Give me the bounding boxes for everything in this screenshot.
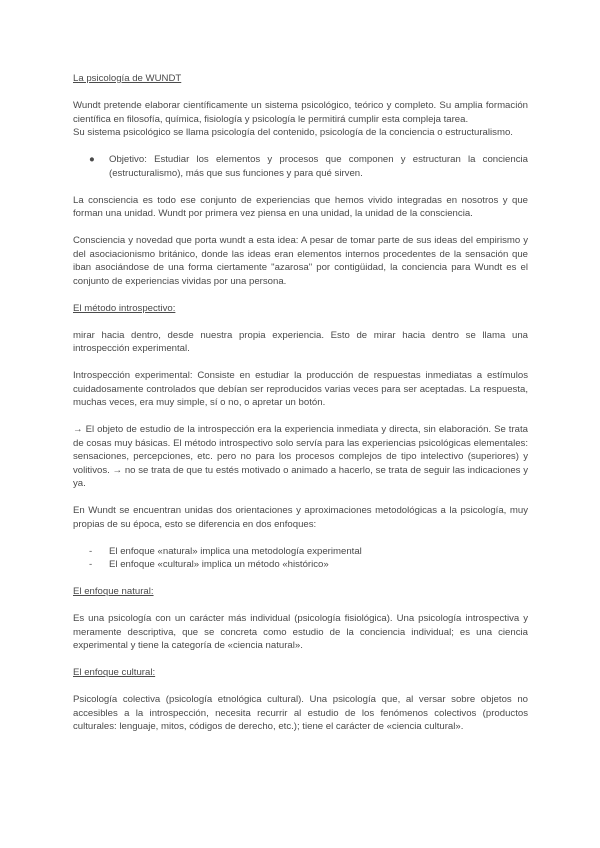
- dash-icon: -: [89, 545, 93, 557]
- approach-text: El enfoque «cultural» implica un método «histórico»: [109, 559, 329, 570]
- bullet-icon: ●: [89, 154, 95, 165]
- objective-list: [73, 153, 528, 180]
- cultural-paragraph: Psicología colectiva (psicología etnológica cultural). Una psicología que, al versar sobre objetos no accesibles a la introspección, necesita recurrir al estudio de los fenómenos colectivos (productos culturales: lenguaje, mitos, códigos de derecho, etc.); tiene el carácter de «ciencia cultural».: [73, 694, 528, 732]
- consciousness-paragraph: La consciencia es todo ese conjunto de experiencias que hemos vivido integradas en nosotros y que forman una unidad. Wundt por primera vez piensa en una unidad, la unidad de la consciencia.: [73, 194, 528, 219]
- document-page: [73, 72, 528, 747]
- intro-paragraph-2: Su sistema psicológico se llama psicología del contenido, psicología de la conciencia o estructuralismo.: [73, 127, 513, 138]
- document-title: La psicología de WUNDT: [73, 73, 182, 84]
- novelty-paragraph: Consciencia y novedad que porta wundt a esta idea: A pesar de tomar parte de sus ideas del empirismo y del asociacionismo británico, donde las ideas eran elementos internos procedentes de la sensación que iban asociándose de una forma ciertamente "azarosa" por contigüidad, la conciencia para Wundt es el conjunto de experiencias vividas por una persona.: [73, 235, 528, 287]
- method-paragraph-3: → El objeto de estudio de la introspección era la experiencia inmediata y directa, sin elaboración. Se trata de cosas muy básicas. El método introspectivo solo servía para las experiencias psicológicas elementales: sensaciones, percepciones, etc. pero no para los procesos complejos de tipo intelectivo (superiores) y volitivos. → no se trata de que tu estés motivado o animado a hacerlo, se trata de seguir las indicaciones y ya.: [73, 424, 528, 489]
- objective-text: Objetivo: Estudiar los elementos y procesos que componen y estructuran la conciencia (estructuralismo), más que sus funciones y para qué sirven.: [109, 154, 528, 179]
- dash-icon: -: [89, 559, 93, 570]
- natural-paragraph: Es una psicología con un carácter más individual (psicología fisiológica). Una psicología introspectiva y meramente descriptiva, que se concreta como estudio de la conciencia individual; es una ciencia experimental y tiene la categoría de «ciencia natural».: [73, 613, 528, 651]
- list-item: [73, 153, 528, 180]
- approaches-list: [73, 545, 528, 572]
- method-paragraph-4: En Wundt se encuentran unidas dos orientaciones y aproximaciones metodológicas a la psicología, muy propias de su época, esto se diferencia en dos enfoques:: [73, 505, 528, 530]
- approach-text: El enfoque «natural» implica una metodología experimental: [109, 545, 362, 557]
- cultural-heading: El enfoque cultural:: [73, 667, 156, 678]
- method-paragraph-2: Introspección experimental: Consiste en estudiar la producción de respuestas inmediatas a estímulos cuidadosamente controlados que debían ser reproducidos varias veces para ser aceptadas. La respuesta, muchas veces, era muy simple, sí o no, o apretar un botón.: [73, 370, 528, 408]
- intro-paragraph: Wundt pretende elaborar científicamente un sistema psicológico, teórico y completo. Su amplia formación científica en filosofía, química, fisiología y psicología le permitirá cumplir esta compleja tarea.: [73, 100, 528, 125]
- natural-heading: El enfoque natural:: [73, 586, 154, 597]
- method-heading: El método introspectivo:: [73, 302, 176, 314]
- list-item: [73, 558, 528, 572]
- method-paragraph-1: mirar hacia dentro, desde nuestra propia experiencia. Esto de mirar hacia dentro se llama una introspección experimental.: [73, 329, 528, 354]
- list-item: [73, 545, 528, 559]
